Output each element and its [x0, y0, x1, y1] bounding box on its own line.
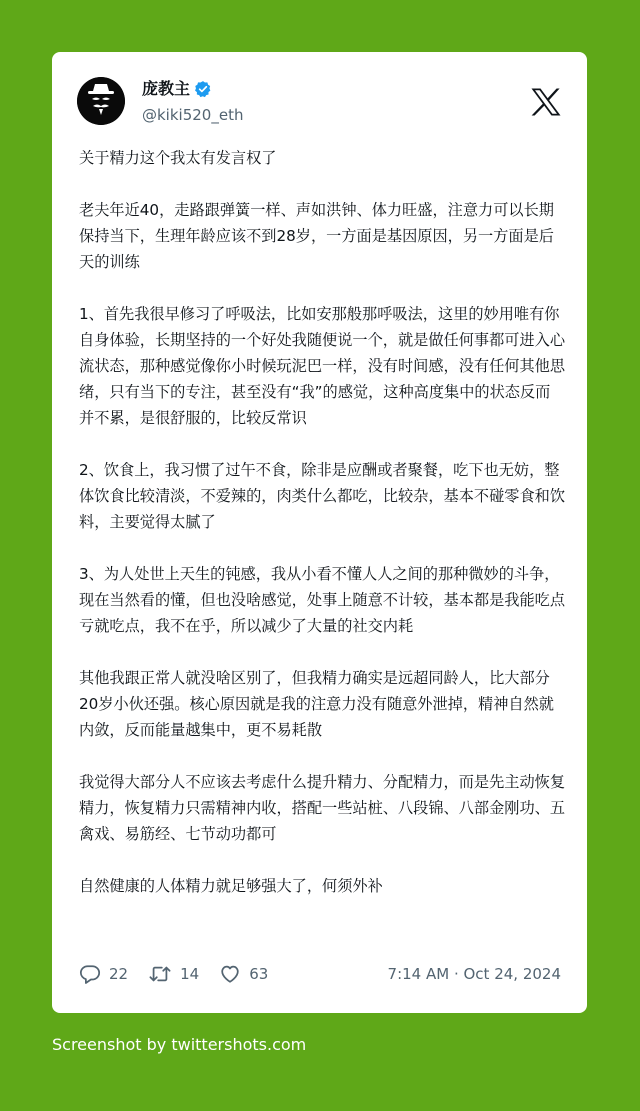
tweet-footer — [79, 962, 561, 986]
like-button[interactable] — [219, 963, 268, 985]
screenshot-credit: Screenshot by twittershots.com — [52, 1035, 307, 1054]
author-avatar[interactable] — [77, 77, 125, 125]
engagement-metrics — [79, 963, 288, 985]
author-display-name[interactable] — [142, 79, 212, 99]
retweet-icon — [148, 963, 172, 985]
author-handle[interactable]: @kiki520_eth — [142, 106, 244, 124]
tweet-paragraph: 我觉得大部分人不应该去考虑什么提升精力、分配精力，而是先主动恢复精力，恢复精力只需精神内收，搭配一些站桩、八段锦、八部金刚功、五禽戏、易筋经、七节动功都可 — [79, 773, 565, 843]
heart-icon — [219, 963, 241, 985]
reply-bubble-icon — [79, 963, 101, 985]
tweet-paragraph: 1、首先我很早修习了呼吸法，比如安那般那呼吸法，这里的妙用唯有你自身体验，长期坚持的一个好处我随便说一个，就是做任何事都可进入心流状态，那种感觉像你小时候玩泥巴一样，没有时间感，没有任何其他思绪，只有当下的专注，甚至没有“我”的感觉，这种高度集中的状态反而并不累，是很舒服的，比较反常识 — [79, 305, 565, 427]
tweet-paragraph: 3、为人处世上天生的钝感，我从小看不懂人人之间的那种微妙的斗争，现在当然看的懂，但也没啥感觉，处事上随意不计较，基本都是我能吃点亏就吃点，我不在乎，所以减少了大量的社交内耗 — [79, 565, 565, 635]
display-name-text: 庞教主 — [142, 79, 191, 98]
tweet-paragraph: 2、饮食上，我习惯了过午不食，除非是应酬或者聚餐，吃下也无妨，整体饮食比较清淡，不爱辣的，肉类什么都吃，比较杂，基本不碰零食和饮料，主要觉得太腻了 — [79, 461, 565, 531]
retweet-count: 14 — [180, 965, 200, 983]
tweet-timestamp[interactable]: 7:14 AM · Oct 24, 2024 — [387, 965, 561, 983]
masked-figure-avatar-icon — [77, 77, 125, 125]
tweet-body — [79, 145, 565, 899]
like-count: 63 — [249, 965, 269, 983]
verified-badge-icon — [194, 80, 212, 98]
tweet-paragraph: 其他我跟正常人就没啥区别了，但我精力确实是远超同龄人，比大部分20岁小伙还强。核心原因就是我的注意力没有随意外泄掉，精神自然就内敛，反而能量越集中，更不易耗散 — [79, 669, 554, 739]
tweet-paragraph: 关于精力这个我太有发言权了 — [79, 149, 277, 167]
tweet-card — [52, 52, 587, 1013]
tweet-paragraph: 自然健康的人体精力就足够强大了，何须外补 — [79, 877, 383, 895]
tweet-paragraph: 老夫年近40，走路跟弹簧一样、声如洪钟、体力旺盛，注意力可以长期保持当下，生理年龄应该不到28岁，一方面是基因原因，另一方面是后天的训练 — [79, 201, 554, 271]
reply-button[interactable] — [79, 963, 128, 985]
reply-count: 22 — [109, 965, 129, 983]
x-logo-icon[interactable] — [531, 88, 561, 116]
retweet-button[interactable] — [148, 963, 199, 985]
